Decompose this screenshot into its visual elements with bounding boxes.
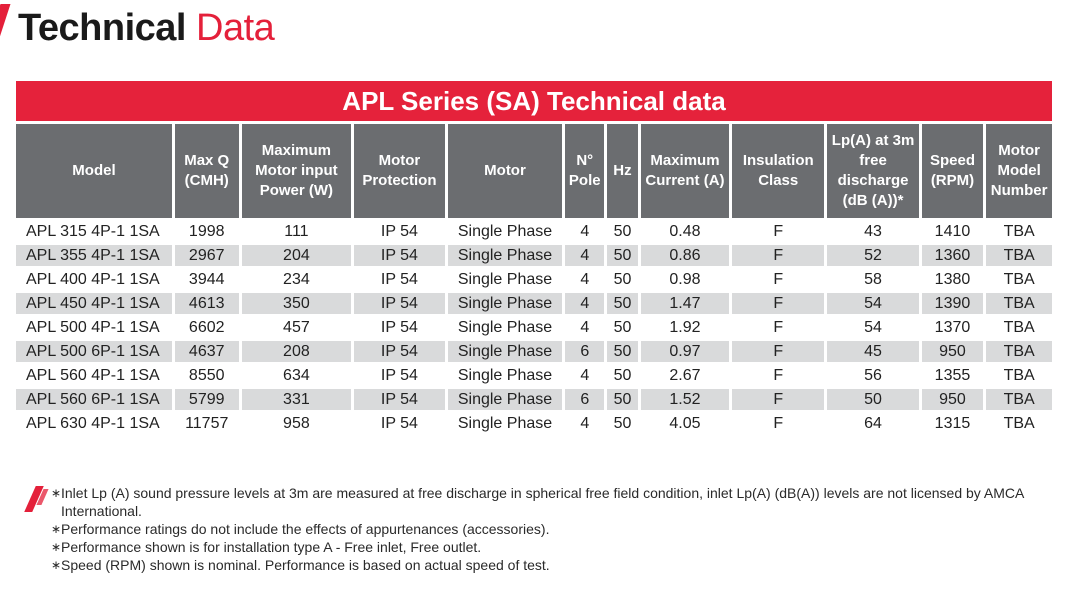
cell-lp-a: 64 xyxy=(827,413,918,434)
cell-pole: 4 xyxy=(565,221,604,242)
cell-max-q: 6602 xyxy=(175,317,239,338)
table-row xyxy=(16,317,1052,338)
header-hz: Hz xyxy=(607,124,638,218)
cell-insulation-class: F xyxy=(732,269,824,290)
footnote-item xyxy=(51,520,1046,538)
cell-hz: 50 xyxy=(607,413,638,434)
technical-data-table xyxy=(13,121,1055,437)
cell-pole: 6 xyxy=(565,389,604,410)
cell-max-motor-input-power: 331 xyxy=(242,389,352,410)
footnote-text: Performance shown is for installation type A - Free inlet, Free outlet. xyxy=(61,539,482,555)
header-max-q: Max Q (CMH) xyxy=(175,124,239,218)
cell-motor-model-number: TBA xyxy=(986,245,1052,266)
asterisk-icon: ∗ xyxy=(51,540,62,554)
cell-max-motor-input-power: 204 xyxy=(242,245,352,266)
cell-speed: 1370 xyxy=(922,317,984,338)
cell-pole: 4 xyxy=(565,317,604,338)
cell-max-q: 5799 xyxy=(175,389,239,410)
footnote-item xyxy=(51,556,1046,574)
cell-hz: 50 xyxy=(607,365,638,386)
footnote-text: Inlet Lp (A) sound pressure levels at 3m are measured at free discharge in spherical free field condition, inlet Lp(A) (dB(A)) levels are not licensed by AMCA International. xyxy=(61,485,1024,519)
cell-motor-protection: IP 54 xyxy=(354,365,444,386)
cell-lp-a: 50 xyxy=(827,389,918,410)
table-row xyxy=(16,293,1052,314)
footnotes xyxy=(26,484,1046,574)
cell-speed: 1410 xyxy=(922,221,984,242)
cell-motor: Single Phase xyxy=(448,341,563,362)
cell-pole: 4 xyxy=(565,293,604,314)
cell-hz: 50 xyxy=(607,341,638,362)
cell-hz: 50 xyxy=(607,269,638,290)
cell-model: APL 500 6P-1 1SA xyxy=(16,341,172,362)
cell-lp-a: 52 xyxy=(827,245,918,266)
cell-max-current: 1.92 xyxy=(641,317,729,338)
cell-motor-protection: IP 54 xyxy=(354,269,444,290)
table-body xyxy=(16,221,1052,434)
cell-max-current: 1.52 xyxy=(641,389,729,410)
cell-lp-a: 43 xyxy=(827,221,918,242)
cell-insulation-class: F xyxy=(732,389,824,410)
cell-lp-a: 58 xyxy=(827,269,918,290)
cell-insulation-class: F xyxy=(732,413,824,434)
cell-motor-protection: IP 54 xyxy=(354,245,444,266)
cell-max-q: 8550 xyxy=(175,365,239,386)
cell-motor-model-number: TBA xyxy=(986,413,1052,434)
cell-max-motor-input-power: 208 xyxy=(242,341,352,362)
table-row xyxy=(16,269,1052,290)
cell-max-q: 3944 xyxy=(175,269,239,290)
cell-max-q: 11757 xyxy=(175,413,239,434)
cell-model: APL 355 4P-1 1SA xyxy=(16,245,172,266)
header-motor: Motor xyxy=(448,124,563,218)
header-insulation-class: Insulation Class xyxy=(732,124,824,218)
cell-max-q: 2967 xyxy=(175,245,239,266)
cell-lp-a: 54 xyxy=(827,293,918,314)
table-row xyxy=(16,365,1052,386)
cell-insulation-class: F xyxy=(732,245,824,266)
cell-speed: 950 xyxy=(922,389,984,410)
cell-motor: Single Phase xyxy=(448,293,563,314)
cell-motor: Single Phase xyxy=(448,413,563,434)
page-title xyxy=(18,6,274,50)
cell-motor-protection: IP 54 xyxy=(354,221,444,242)
header-motor-model-number: Motor Model Number xyxy=(986,124,1052,218)
cell-max-current: 0.48 xyxy=(641,221,729,242)
page-title-light: Data xyxy=(196,7,275,49)
header-max-motor-input-power: Maximum Motor input Power (W) xyxy=(242,124,352,218)
cell-speed: 1360 xyxy=(922,245,984,266)
cell-pole: 6 xyxy=(565,341,604,362)
cell-motor-protection: IP 54 xyxy=(354,317,444,338)
cell-max-current: 0.97 xyxy=(641,341,729,362)
cell-max-motor-input-power: 634 xyxy=(242,365,352,386)
cell-lp-a: 54 xyxy=(827,317,918,338)
cell-hz: 50 xyxy=(607,245,638,266)
cell-speed: 1390 xyxy=(922,293,984,314)
cell-hz: 50 xyxy=(607,317,638,338)
title-accent-slash xyxy=(0,4,10,44)
cell-max-current: 1.47 xyxy=(641,293,729,314)
header-row xyxy=(16,124,1052,218)
cell-pole: 4 xyxy=(565,245,604,266)
cell-speed: 950 xyxy=(922,341,984,362)
header-speed: Speed (RPM) xyxy=(922,124,984,218)
cell-motor-model-number: TBA xyxy=(986,221,1052,242)
footnote-text: Performance ratings do not include the effects of appurtenances (accessories). xyxy=(61,521,550,537)
cell-max-current: 0.86 xyxy=(641,245,729,266)
cell-max-motor-input-power: 457 xyxy=(242,317,352,338)
cell-motor-protection: IP 54 xyxy=(354,341,444,362)
page-title-bold: Technical xyxy=(18,7,186,49)
table-row xyxy=(16,389,1052,410)
asterisk-icon: ∗ xyxy=(51,486,62,500)
cell-pole: 4 xyxy=(565,269,604,290)
cell-max-current: 0.98 xyxy=(641,269,729,290)
cell-motor: Single Phase xyxy=(448,221,563,242)
cell-max-motor-input-power: 350 xyxy=(242,293,352,314)
cell-insulation-class: F xyxy=(732,221,824,242)
cell-pole: 4 xyxy=(565,413,604,434)
cell-hz: 50 xyxy=(607,221,638,242)
cell-hz: 50 xyxy=(607,293,638,314)
table-row xyxy=(16,221,1052,242)
cell-speed: 1355 xyxy=(922,365,984,386)
cell-motor-protection: IP 54 xyxy=(354,413,444,434)
footnote-item xyxy=(51,484,1046,520)
cell-model: APL 560 4P-1 1SA xyxy=(16,365,172,386)
cell-insulation-class: F xyxy=(732,293,824,314)
technical-data-table-container xyxy=(16,81,1052,437)
header-pole: N° Pole xyxy=(565,124,604,218)
cell-insulation-class: F xyxy=(732,341,824,362)
cell-max-current: 4.05 xyxy=(641,413,729,434)
asterisk-icon: ∗ xyxy=(51,558,62,572)
cell-insulation-class: F xyxy=(732,365,824,386)
header-motor-protection: Motor Protection xyxy=(354,124,444,218)
table-row xyxy=(16,413,1052,434)
table-banner: APL Series (SA) Technical data xyxy=(16,81,1052,121)
cell-motor: Single Phase xyxy=(448,269,563,290)
cell-speed: 1315 xyxy=(922,413,984,434)
footnote-item xyxy=(51,538,1046,556)
cell-max-q: 1998 xyxy=(175,221,239,242)
cell-speed: 1380 xyxy=(922,269,984,290)
cell-hz: 50 xyxy=(607,389,638,410)
cell-max-motor-input-power: 234 xyxy=(242,269,352,290)
footnote-list xyxy=(51,484,1046,574)
cell-motor: Single Phase xyxy=(448,245,563,266)
cell-motor-protection: IP 54 xyxy=(354,293,444,314)
cell-model: APL 500 4P-1 1SA xyxy=(16,317,172,338)
cell-motor-model-number: TBA xyxy=(986,389,1052,410)
cell-pole: 4 xyxy=(565,365,604,386)
table-row xyxy=(16,245,1052,266)
header-max-current: Maximum Current (A) xyxy=(641,124,729,218)
cell-max-motor-input-power: 111 xyxy=(242,221,352,242)
cell-model: APL 400 4P-1 1SA xyxy=(16,269,172,290)
header-lp-a: Lp(A) at 3m free discharge (dB (A))* xyxy=(827,124,918,218)
cell-motor: Single Phase xyxy=(448,317,563,338)
cell-motor-model-number: TBA xyxy=(986,341,1052,362)
cell-model: APL 630 4P-1 1SA xyxy=(16,413,172,434)
cell-motor-model-number: TBA xyxy=(986,293,1052,314)
cell-max-motor-input-power: 958 xyxy=(242,413,352,434)
cell-model: APL 450 4P-1 1SA xyxy=(16,293,172,314)
cell-lp-a: 56 xyxy=(827,365,918,386)
cell-model: APL 315 4P-1 1SA xyxy=(16,221,172,242)
asterisk-icon: ∗ xyxy=(51,522,62,536)
cell-motor: Single Phase xyxy=(448,389,563,410)
table-row xyxy=(16,341,1052,362)
cell-insulation-class: F xyxy=(732,317,824,338)
footnote-text: Speed (RPM) shown is nominal. Performance is based on actual speed of test. xyxy=(61,557,550,573)
header-model: Model xyxy=(16,124,172,218)
cell-motor-model-number: TBA xyxy=(986,317,1052,338)
cell-motor-protection: IP 54 xyxy=(354,389,444,410)
cell-max-q: 4637 xyxy=(175,341,239,362)
cell-max-current: 2.67 xyxy=(641,365,729,386)
cell-motor-model-number: TBA xyxy=(986,365,1052,386)
cell-model: APL 560 6P-1 1SA xyxy=(16,389,172,410)
cell-motor-model-number: TBA xyxy=(986,269,1052,290)
cell-motor: Single Phase xyxy=(448,365,563,386)
cell-lp-a: 45 xyxy=(827,341,918,362)
cell-max-q: 4613 xyxy=(175,293,239,314)
